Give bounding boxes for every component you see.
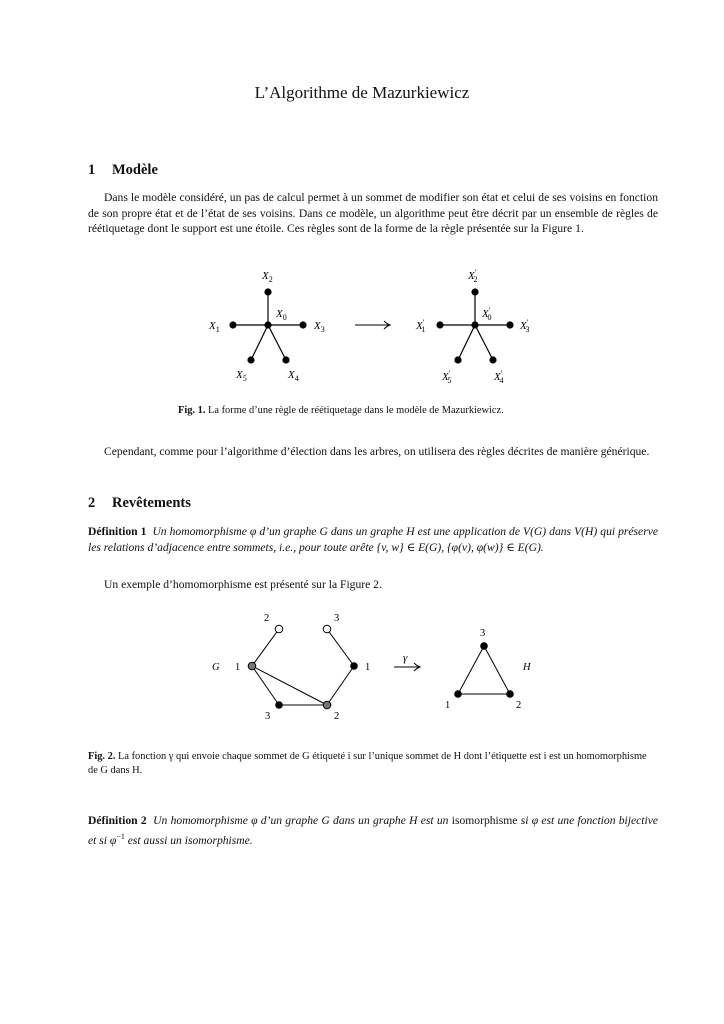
paragraph-text: Un exemple d’homomorphisme est présenté sur la Figure 2. xyxy=(104,578,382,591)
h-vertex-3 xyxy=(480,642,488,650)
vertex-x4-prime xyxy=(489,356,496,363)
vertex-x5 xyxy=(247,356,254,363)
definition-text-end: est aussi un isomorphisme. xyxy=(127,833,253,847)
definition-superscript: −1 xyxy=(116,831,125,841)
rewrite-arrow-icon xyxy=(355,321,390,329)
caption-text: La fonction γ qui envoie chaque sommet de G étiqueté i sur l’unique sommet de H dont l’étiquette est i est un homomorphisme de G dans H. xyxy=(88,751,647,776)
section-2-heading xyxy=(88,495,191,512)
g-vertex-2-top xyxy=(275,625,283,633)
g-label-2-bottom: 2 xyxy=(334,711,340,722)
caption-label: Fig. 1. xyxy=(178,405,206,416)
definition-label: Définition 1 xyxy=(88,525,147,538)
page-title: L’Algorithme de Mazurkiewicz xyxy=(254,83,470,102)
figure-1-caption xyxy=(178,404,504,418)
vertex-x2-prime xyxy=(471,288,478,295)
h-label-1: 1 xyxy=(445,700,451,711)
label-x3-prime: X′ 3 xyxy=(520,318,530,334)
definition-text: Un homomorphisme φ d’un graphe G dans un graphe H est une application de V(G) dans V(H) qui préserve les relations d’adjacence entre sommets, i.e., pour toute arête {v, w} ∈ E(G), {φ(v), φ(w)} ∈ E(G). xyxy=(88,525,659,554)
g-vertex-1-right xyxy=(350,662,358,670)
vertex-x0-prime xyxy=(471,321,478,328)
vertex-x1 xyxy=(229,321,236,328)
definition-label: Définition 2 xyxy=(88,814,147,827)
label-x0: $X_0$ xyxy=(276,308,287,322)
section-1-paragraph xyxy=(88,190,658,237)
g-label-1-left: 1 xyxy=(235,662,241,673)
figure-2-diagram xyxy=(200,606,540,726)
section-number: 1 xyxy=(88,162,96,178)
definition-term: isomorphisme xyxy=(451,814,518,827)
g-label-1-right: 1 xyxy=(365,662,371,673)
label-x4-prime: X′ 4 xyxy=(494,369,504,385)
label-x4: $X_4$ xyxy=(288,369,299,383)
vertex-x4 xyxy=(282,356,289,363)
definition-text-middle: si φ est une fonction bijective et si φ xyxy=(88,814,659,847)
vertex-x0 xyxy=(264,321,271,328)
graph-g xyxy=(252,629,354,705)
section-title: Revêtements xyxy=(112,495,191,511)
vertex-x2 xyxy=(264,288,271,295)
figure-2-caption xyxy=(88,750,658,778)
paragraph-text: Cependant, comme pour l’algorithme d’élection dans les arbres, on utilisera des règles décrites de manière générique. xyxy=(104,445,650,458)
label-x5: $X_5$ xyxy=(236,369,247,383)
h-vertex-2 xyxy=(506,690,514,698)
label-x2-prime: X′ 2 xyxy=(468,268,478,284)
vertex-x3-prime xyxy=(506,321,513,328)
label-x2: $X_2$ xyxy=(262,270,273,284)
paragraph-2 xyxy=(88,444,658,460)
paragraph-3 xyxy=(88,577,658,593)
graph-g-label: G xyxy=(212,662,220,673)
label-x3: $X_3$ xyxy=(314,320,325,334)
h-label-2: 2 xyxy=(516,700,522,711)
label-x5-prime: X′ 5 xyxy=(442,369,452,385)
definition-1 xyxy=(88,524,658,555)
graph-h xyxy=(458,646,510,694)
definition-text-start: Un homomorphisme φ d’un graphe G dans un graphe H est un xyxy=(153,814,449,827)
paragraph-text: Dans le modèle considéré, un pas de calcul permet à un sommet de modifier son état et celui de ses voisins en fonction de son propre état et de l’état de ses voisins. Dans ce modèle, un algorithme peut être décrit par un ensemble de règles de réétiquetage dont le support est une étoile. Ces règles sont de la forme de la règle présentée sur la Figure 1. xyxy=(88,191,658,235)
figure-1-diagram xyxy=(200,262,540,390)
caption-text: La forme d’une règle de réétiquetage dans le modèle de Mazurkiewicz. xyxy=(208,405,504,416)
g-vertex-1-left xyxy=(248,662,256,670)
section-number: 2 xyxy=(88,495,96,511)
g-label-3-bottom: 3 xyxy=(265,711,271,722)
section-1-heading xyxy=(88,162,158,179)
vertex-x1-prime xyxy=(436,321,443,328)
vertex-x3 xyxy=(299,321,306,328)
h-label-3: 3 xyxy=(480,628,486,639)
definition-2 xyxy=(88,813,658,848)
h-vertex-1 xyxy=(454,690,462,698)
caption-label: Fig. 2. xyxy=(88,751,116,762)
vertex-x5-prime xyxy=(454,356,461,363)
g-label-2-top: 2 xyxy=(264,613,270,624)
section-title: Modèle xyxy=(112,162,158,178)
label-x1: $X_1$ xyxy=(209,320,220,334)
g-vertex-3-bottom xyxy=(275,701,283,709)
label-x1-prime: X′ 1 xyxy=(416,318,426,334)
gamma-label: γ xyxy=(403,652,408,664)
gamma-arrow-icon xyxy=(394,663,420,671)
label-x0-prime: X′ 0 xyxy=(482,306,492,322)
g-vertex-3-top xyxy=(323,625,331,633)
g-label-3-top: 3 xyxy=(334,613,340,624)
g-vertex-2-bottom xyxy=(323,701,331,709)
graph-h-label: H xyxy=(523,662,531,673)
